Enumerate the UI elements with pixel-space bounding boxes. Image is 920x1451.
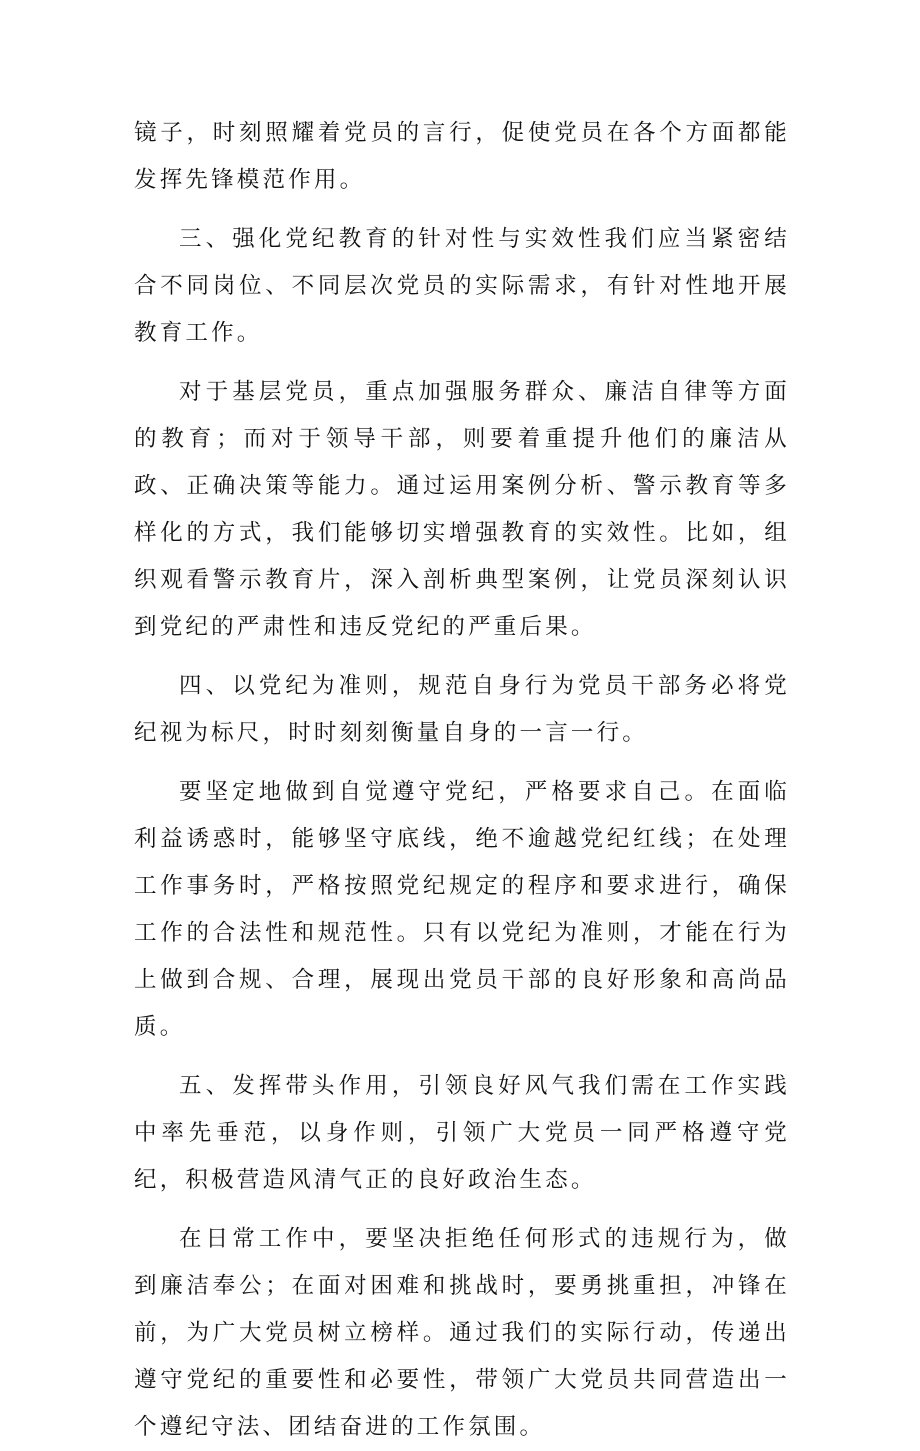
paragraph-section-four-body: 要坚定地做到自觉遵守党纪，严格要求自己。在面临利益诱惑时，能够坚守底线，绝不逾越党纪红线；在处理工作事务时，严格按照党纪规定的程序和要求进行，确保工作的合法性和规范性。只有以党纪为准则，才能在行为上做到合规、合理，展现出党员干部的良好形象和高尚品质。 xyxy=(134,779,790,1040)
paragraph-section-four-heading: 四、以党纪为准则，规范自身行为党员干部务必将党纪视为标尺，时时刻刻衡量自身的一言一行。 xyxy=(134,673,790,746)
paragraph-continuation: 镜子，时刻照耀着党员的言行，促使党员在各个方面都能发挥先锋模范作用。 xyxy=(134,120,790,193)
paragraph-section-five-body: 在日常工作中，要坚决拒绝任何形式的违规行为，做到廉洁奉公；在面对困难和挑战时，要勇挑重担，冲锋在前，为广大党员树立榜样。通过我们的实际行动，传递出遵守党纪的重要性和必要性，带领广大党员共同营造出一个遵纪守法、团结奋进的工作氛围。 xyxy=(134,1226,790,1440)
paragraph-section-five-heading: 五、发挥带头作用，引领良好风气我们需在工作实践中率先垂范，以身作则，引领广大党员一同严格遵守党纪，积极营造风清气正的良好政治生态。 xyxy=(134,1073,790,1193)
paragraph-section-three-body: 对于基层党员，重点加强服务群众、廉洁自律等方面的教育；而对于领导干部，则要着重提升他们的廉洁从政、正确决策等能力。通过运用案例分析、警示教育等多样化的方式，我们能够切实增强教育的实效性。比如，组织观看警示教育片，深入剖析典型案例，让党员深刻认识到党纪的严肃性和违反党纪的严重后果。 xyxy=(134,379,790,640)
paragraph-section-three-heading: 三、强化党纪教育的针对性与实效性我们应当紧密结合不同岗位、不同层次党员的实际需求，有针对性地开展教育工作。 xyxy=(134,226,790,346)
